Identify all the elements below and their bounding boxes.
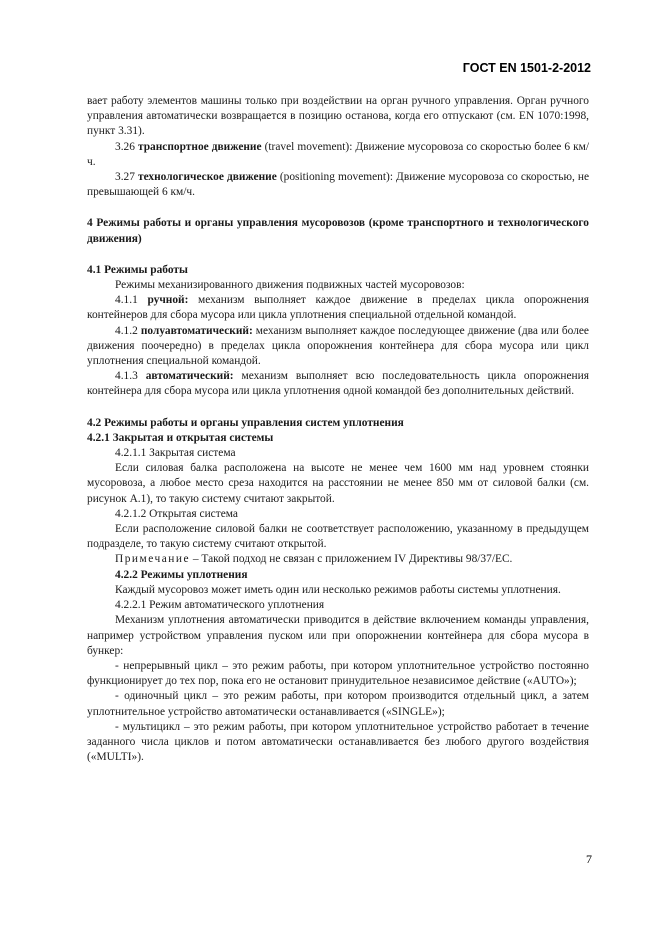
clause-4-2-1-2-text: Если расположение силовой балки не соответствует расположению, указанному в предыдущем подразделе, то такую систему считают открытой. — [87, 523, 589, 551]
clause-4-1-2: 4.1.2 полуавтоматический: механизм выполняет каждое последующее движение (два или более движения поочередно) в пределах цикла опорожнения контейнера для сбора мусора или цикл уплотнения специальной командой. — [87, 324, 589, 368]
clause-3-27: 3.27 технологическое движение (positioning movement): Движение мусоровоза со скоростью, не превышающей 6 км/ч. — [87, 171, 590, 199]
document-header: ГОСТ EN 1501-2-2012 — [462, 61, 591, 75]
paragraph-continuation: вает работу элементов машины только при воздействии на орган ручного управления. Орган ручного управления автоматически возвращается в позицию останова, когда его отпускают (см. EN 1070:1998, пункт 3.31). — [87, 95, 589, 138]
list-item: - одиночный цикл – это режим работы, при котором производится отдельный цикл, а затем уплотнительное устройство автоматически останавливается («SINGLE»); — [87, 690, 589, 718]
clause-4-2-2-1-text: Механизм уплотнения автоматически приводится в действие включением команды управления, например устройством управления пуском или при опорожнении контейнера для сбора мусора в бункер: — [87, 614, 589, 657]
clause-4-2-1-1-text: Если силовая балка расположена на высоте не менее чем 1600 мм над уровнем стоянки мусоровоза, а любое место среза находится на расстоянии не менее 850 мм от силовой балки (см. рисунок А.1), то такую систему считают закрытой. — [87, 462, 589, 505]
clause-4-2-1-1-title: 4.2.1.1 Закрытая система — [115, 447, 236, 460]
document-body — [87, 94, 589, 765]
paragraph-4-2-2: Каждый мусоровоз может иметь один или несколько режимов работы системы уплотнения. — [115, 583, 561, 596]
clause-4-1-3: 4.1.3 автоматический: механизм выполняет всю последовательность цикла опорожнения контейнера для сбора мусора или цикла уплотнения одной командой без дополнительных действий. — [87, 370, 589, 398]
section-heading-4-2-2: 4.2.2 Режимы уплотнения — [115, 568, 248, 581]
clause-3-26: 3.26 транспортное движение (travel movement): Движение мусоровоза со скоростью более 6 км/ч. — [87, 140, 590, 168]
list-item: - непрерывный цикл – это режим работы, при котором уплотнительное устройство постоянно функционирует до тех пор, пока его не остановит принудительное независимое действие («AUTO»); — [87, 659, 589, 688]
note-label: Примечание — [115, 553, 191, 566]
clause-4-2-1-2-title: 4.2.1.2 Открытая система — [115, 507, 238, 520]
section-heading-4: 4 Режимы работы и органы управления мусоровозов (кроме транспортного и технологического движения) — [87, 217, 589, 245]
note: Примечание – Такой подход не связан с приложением IV Директивы 98/37/ЕС. — [115, 553, 513, 566]
list-item: - мультицикл – это режим работы, при котором уплотнительное устройство работает в течение заданного числа циклов и потом автоматически останавливается без любого другого воздействия («MULTI»). — [87, 720, 589, 764]
paragraph-4-1-intro: Режимы механизированного движения подвижных частей мусоровозов: — [115, 279, 465, 292]
section-heading-4-1: 4.1 Режимы работы — [87, 263, 188, 276]
section-heading-4-2: 4.2 Режимы работы и органы управления систем уплотнения — [87, 416, 404, 429]
clause-4-2-2-1-title: 4.2.2.1 Режим автоматического уплотнения — [115, 599, 325, 612]
section-heading-4-2-1: 4.2.1 Закрытая и открытая системы — [87, 431, 274, 444]
page-number: 7 — [586, 852, 592, 866]
clause-4-1-1: 4.1.1 ручной: механизм выполняет каждое движение в пределах цикла опорожнения контейнеров для сбора мусора или цикла уплотнения специальной отдельной командой. — [87, 294, 589, 322]
